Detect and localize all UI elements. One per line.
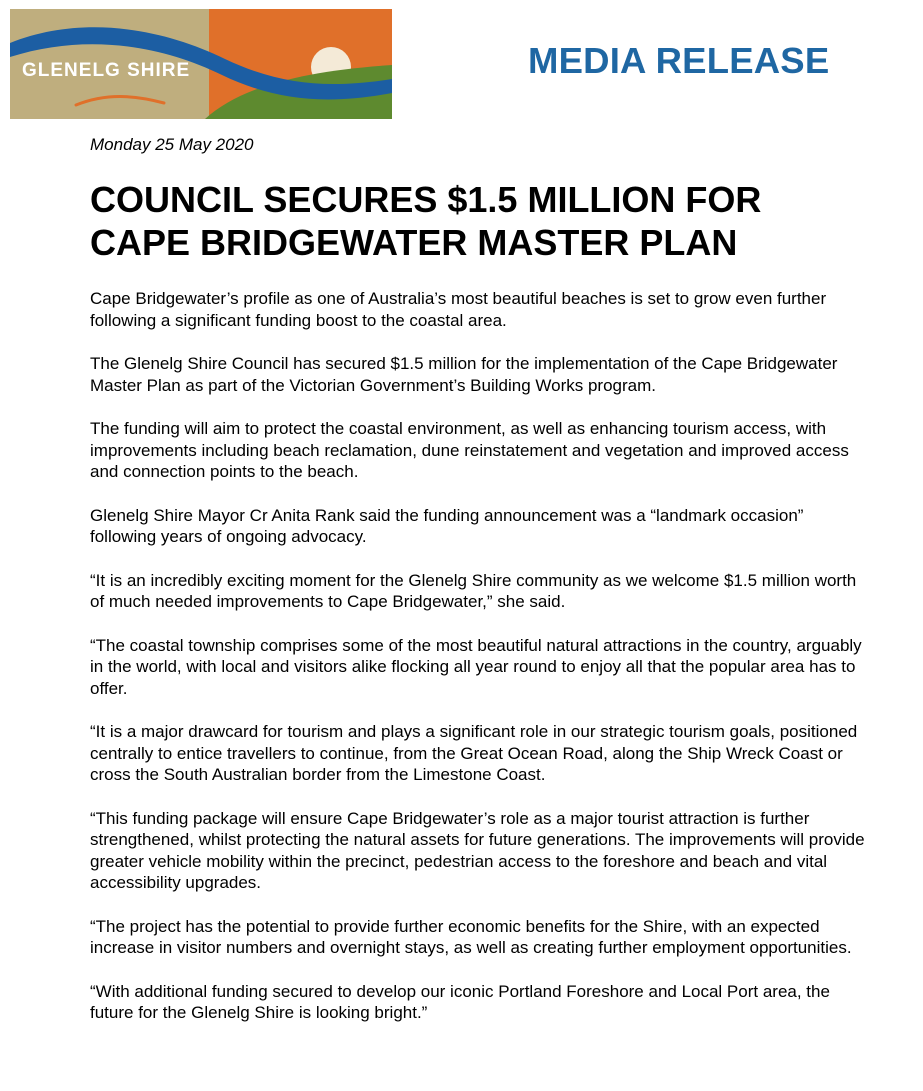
headline — [90, 178, 850, 264]
body-paragraph: “This funding package will ensure Cape Bridgewater’s role as a major tourist attraction is further strengthened, whilst protecting the natural assets for future generations. The improvements will provide greater vehicle mobility within the precinct, pedestrian access to the foreshore and beach and vital accessibility upgrades. — [90, 808, 865, 892]
headline-line-2: CAPE BRIDGEWATER MASTER PLAN — [90, 222, 738, 263]
body-paragraph: “It is a major drawcard for tourism and plays a significant role in our strategic tourism goals, positioned centrally to entice travellers to continue, from the Great Ocean Road, along the Ship Wreck Coast or cross the South Australian border from the Limestone Coast. — [90, 722, 858, 784]
headline-line-1: COUNCIL SECURES $1.5 MILLION FOR — [90, 179, 762, 220]
body-paragraph: “With additional funding secured to develop our iconic Portland Foreshore and Local Port area, the future for the Glenelg Shire is looking bright.” — [90, 981, 830, 1022]
release-date: Monday 25 May 2020 — [90, 135, 254, 154]
body-paragraph: Cape Bridgewater’s profile as one of Australia’s most beautiful beaches is set to grow even further following a significant funding boost to the coastal area. — [90, 289, 827, 330]
body-paragraph: The Glenelg Shire Council has secured $1.5 million for the implementation of the Cape Bridgewater Master Plan as part of the Victorian Government’s Building Works program. — [90, 354, 838, 395]
body-paragraph: The funding will aim to protect the coastal environment, as well as enhancing tourism access, with improvements including beach reclamation, dune reinstatement and vegetation and improved access and connection points to the beach. — [90, 419, 849, 481]
body-paragraph: “It is an incredibly exciting moment for the Glenelg Shire community as we welcome $1.5 million worth of much needed improvements to Cape Bridgewater,” she said. — [90, 570, 857, 611]
body-paragraph: “The coastal township comprises some of the most beautiful natural attractions in the country, arguably in the world, with local and visitors alike flocking all year round to enjoy all that the popular area has to offer. — [90, 635, 862, 698]
body-paragraph: “The project has the potential to provide further economic benefits for the Shire, with an expected increase in visitor numbers and overnight stays, as well as creating further employment opportunities. — [90, 916, 852, 957]
glenelg-shire-logo — [10, 9, 392, 119]
logo-text: GLENELG SHIRE — [22, 60, 191, 81]
media-release-title: MEDIA RELEASE — [528, 40, 830, 81]
release-body — [90, 288, 870, 1046]
body-paragraph: Glenelg Shire Mayor Cr Anita Rank said the funding announcement was a “landmark occasion” following years of ongoing advocacy. — [90, 505, 804, 546]
